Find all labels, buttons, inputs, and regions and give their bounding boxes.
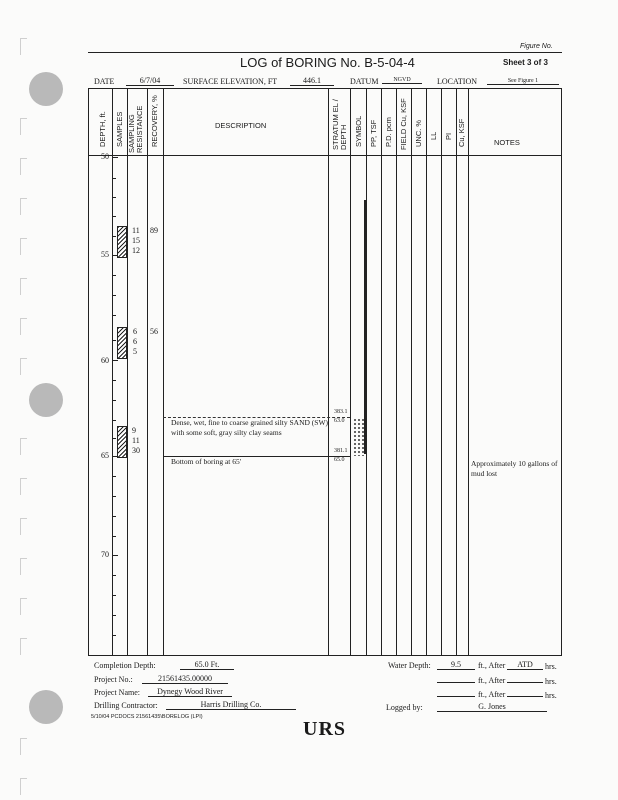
col-sampling-resistance: SAMPLING RESISTANCE — [127, 105, 144, 153]
water-column-mark — [364, 200, 366, 454]
stratum-2-description: Bottom of boring at 65' — [171, 457, 242, 466]
binder-hole — [29, 690, 63, 724]
project-name-label: Project Name: — [94, 688, 140, 697]
depth-tick — [112, 216, 116, 217]
col-line — [381, 88, 382, 656]
col-field-cu: FIELD Cu, KSF — [399, 98, 408, 150]
water-depth-value: 9.5 — [437, 660, 475, 670]
depth-tick — [112, 555, 118, 556]
form-number: Figure No. — [520, 43, 553, 50]
logged-by-label: Logged by: — [386, 703, 423, 712]
surface-elevation-value: 446.1 — [290, 76, 334, 86]
stratum-1-description: Dense, wet, fine to coarse grained silty SAND (SW) with some soft, gray silty clay seams — [171, 418, 329, 437]
file-reference: 5/10/04 PCDOCS 21561435\BORELOG (LPI) — [91, 714, 203, 720]
blank-line — [437, 696, 475, 697]
depth-tick — [112, 340, 116, 341]
col-line — [441, 88, 442, 656]
col-depth: DEPTH, ft. — [98, 111, 107, 147]
depth-tick — [112, 575, 116, 576]
margin-mark — [20, 238, 27, 255]
col-line — [411, 88, 412, 656]
location-label: LOCATION — [437, 77, 477, 86]
after-label-2: ft., After — [478, 676, 506, 685]
datum-label: DATUM — [350, 77, 379, 86]
completion-depth-label: Completion Depth: — [94, 661, 156, 670]
col-line — [163, 88, 164, 656]
blank-line — [507, 696, 543, 697]
completion-depth-value: 65.0 Ft. — [180, 660, 234, 670]
project-number-label: Project No.: — [94, 675, 133, 684]
location-value: See Figure 1 — [487, 78, 559, 85]
depth-tick-label: 65 — [101, 451, 109, 460]
col-line — [426, 88, 427, 656]
page-title: LOG of BORING No. B-5-04-4 — [240, 55, 415, 70]
col-pd: P.D. pcm — [384, 117, 393, 147]
hrs-label-3: hrs. — [545, 691, 557, 700]
sheet-number: Sheet 3 of 3 — [503, 58, 548, 67]
contractor-label: Drilling Contractor: — [94, 701, 158, 710]
contractor-value: Harris Drilling Co. — [166, 700, 296, 710]
margin-mark — [20, 518, 27, 535]
log-table — [88, 88, 562, 656]
stratum-1-elev: 383.1 — [334, 409, 348, 415]
col-pp: PP, TSF — [369, 119, 378, 147]
after-label: ft., After — [478, 661, 506, 670]
sample-interval-1 — [117, 226, 127, 258]
after-value: ATD — [507, 660, 543, 670]
col-samples: SAMPLES — [115, 111, 124, 147]
surface-elevation-label: SURFACE ELEVATION, FT — [183, 77, 278, 86]
depth-tick — [112, 360, 118, 361]
depth-tick — [112, 295, 116, 296]
col-line — [328, 88, 329, 656]
col-stratum: STRATUM EL / DEPTH — [331, 99, 348, 150]
depth-tick — [112, 315, 116, 316]
datum-value: NGVD — [382, 77, 422, 84]
depth-tick — [112, 380, 116, 381]
top-border — [88, 52, 562, 53]
urs-logo: URS — [303, 718, 347, 740]
col-line — [366, 88, 367, 656]
depth-tick — [112, 197, 116, 198]
after-label-3: ft., After — [478, 690, 506, 699]
col-line — [456, 88, 457, 656]
margin-mark — [20, 38, 27, 55]
margin-mark — [20, 358, 27, 375]
depth-tick — [112, 635, 116, 636]
sample-3-blows: 9 11 30 — [132, 426, 140, 455]
col-line — [350, 88, 351, 656]
stratum-2-depth: 65.0 — [334, 457, 345, 463]
project-number-value: 21561435.00000 — [142, 674, 228, 684]
depth-tick — [112, 536, 116, 537]
margin-mark — [20, 118, 27, 135]
col-unc: UNC. % — [414, 119, 423, 147]
col-pi: PI — [444, 132, 453, 140]
col-description: DESCRIPTION — [215, 121, 267, 130]
col-line — [396, 88, 397, 656]
margin-mark — [20, 738, 27, 755]
water-depth-label: Water Depth: — [388, 661, 431, 670]
hrs-label-2: hrs. — [545, 677, 557, 686]
notes-text: Approximately 10 gallons of mud lost — [471, 459, 558, 478]
col-cu: Cu, KSF — [457, 118, 466, 147]
col-line — [127, 88, 128, 656]
hrs-label: hrs. — [545, 662, 557, 671]
header-divider — [88, 155, 562, 156]
logged-by-value: G. Jones — [437, 702, 547, 712]
sample-1-recovery: 89 — [150, 226, 158, 235]
margin-mark — [20, 158, 27, 175]
blank-line — [507, 682, 543, 683]
margin-mark — [20, 558, 27, 575]
depth-tick — [112, 516, 116, 517]
depth-tick-label: 70 — [101, 550, 109, 559]
depth-tick — [112, 476, 116, 477]
margin-mark — [20, 438, 27, 455]
margin-mark — [20, 318, 27, 335]
sample-interval-2 — [117, 327, 127, 359]
depth-tick-label: 60 — [101, 356, 109, 365]
binder-hole — [29, 383, 63, 417]
project-name-value: Dynegy Wood River — [148, 687, 232, 697]
stratum-2-elev: 381.1 — [334, 448, 348, 454]
col-ll: LL — [429, 131, 438, 140]
col-symbol: SYMBOL — [354, 115, 363, 147]
col-line — [147, 88, 148, 656]
margin-mark — [20, 278, 27, 295]
date-value: 6/7/04 — [126, 76, 174, 86]
margin-mark — [20, 598, 27, 615]
depth-tick — [112, 420, 116, 421]
sample-2-blows: 6 6 5 — [133, 327, 137, 356]
margin-mark — [20, 198, 27, 215]
binder-hole — [29, 72, 63, 106]
col-line — [112, 88, 113, 656]
depth-tick — [112, 400, 116, 401]
depth-tick — [112, 496, 116, 497]
depth-tick — [112, 275, 116, 276]
sample-1-blows: 11 15 12 — [132, 226, 140, 255]
margin-mark — [20, 638, 27, 655]
depth-tick — [112, 595, 116, 596]
depth-tick — [112, 438, 116, 439]
depth-tick-label: 50 — [101, 152, 109, 161]
depth-tick — [112, 178, 116, 179]
col-line — [468, 88, 469, 656]
depth-tick — [112, 157, 118, 158]
date-label: DATE — [94, 77, 115, 86]
margin-mark — [20, 778, 27, 795]
stratum-1-depth: 63.0 — [334, 418, 345, 424]
depth-tick — [112, 236, 116, 237]
col-notes: NOTES — [494, 138, 520, 147]
depth-tick — [112, 615, 116, 616]
margin-mark — [20, 478, 27, 495]
blank-line — [437, 682, 475, 683]
sample-2-recovery: 56 — [150, 327, 158, 336]
sample-interval-3 — [117, 426, 127, 458]
col-recovery: RECOVERY, % — [150, 95, 159, 147]
depth-tick-label: 55 — [101, 250, 109, 259]
